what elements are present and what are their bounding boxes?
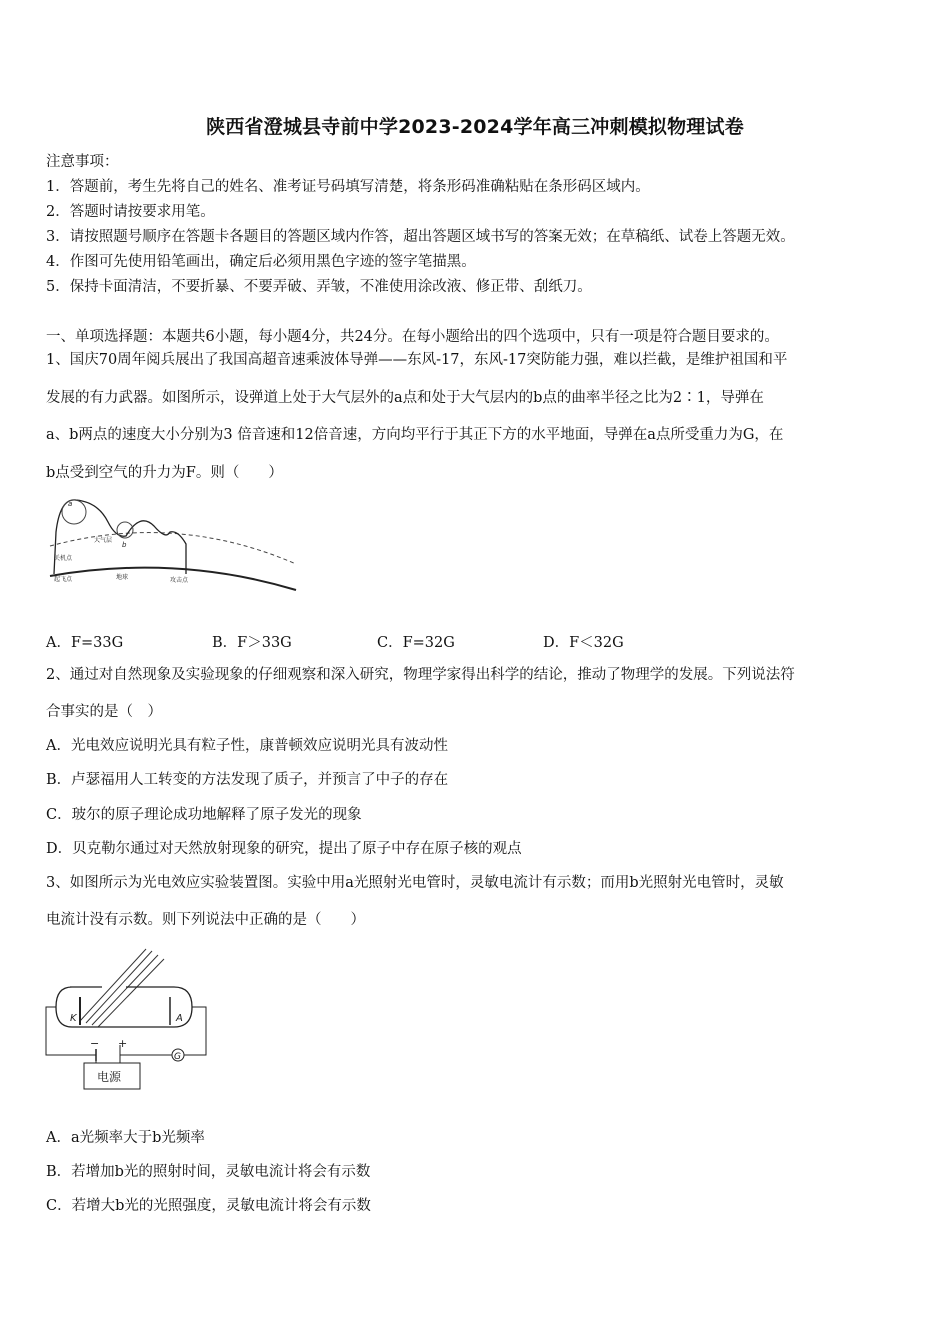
incident-light-beams [80,949,164,1027]
figure-label-shutdown: 关机点 [54,555,73,562]
q1-trajectory-figure [46,492,301,594]
q2-option-c[interactable]: C．玻尔的原子理论成功地解释了原子发光的现象 [46,807,362,823]
q1-option-c[interactable]: C．F=32G [377,635,455,651]
notice-item-1: 1．答题前，考生先将自己的姓名、准考证号码填写清楚，将条形码准确粘贴在条形码区域内。 [46,179,650,195]
q1-line-4: b点受到空气的升力为F。则（ ） [46,465,283,481]
q3-circuit-figure [42,945,212,1095]
figure-label-b: b [122,541,127,549]
label-power: 电源 [97,1070,122,1084]
label-plus: + [118,1037,128,1050]
label-minus: − [90,1037,100,1050]
q3-line-2: 电流计没有示数。则下列说法中正确的是（ ） [46,912,365,928]
notice-item-4: 4．作图可先使用铅笔画出，确定后必须用黑色字迹的签字笔描黑。 [46,254,476,270]
q1-option-d[interactable]: D．F＜32G [543,635,624,651]
figure-label-a: a [68,500,73,508]
notice-item-5: 5．保持卡面清洁，不要折暴、不要弄破、弄皱，不准使用涂改液、修正带、刮纸刀。 [46,279,592,295]
q1-option-b[interactable]: B．F＞33G [212,635,292,651]
q1-line-1: 1、国庆70周年阅兵展出了我国高超音速乘波体导弹——东风-17，东风-17突防能力强，难以拦截，是维护祖国和平 [46,352,788,368]
figure-label-launch: 起飞点 [54,576,73,583]
q1-option-a[interactable]: A．F=33G [46,635,124,651]
label-galvanometer: G [174,1052,181,1062]
notice-item-3: 3．请按照题号顺序在答题卡各题目的答题区域内作答，超出答题区域书写的答案无效；在草稿纸、试卷上答题无效。 [46,229,795,245]
q3-line-1: 3、如图所示为光电效应实验装置图。实验中用a光照射光电管时，灵敏电流计有示数；而用b光照射光电管时，灵敏 [46,875,784,891]
q2-option-d[interactable]: D．贝克勒尔通过对天然放射现象的研究，提出了原子中存在原子核的观点 [46,841,522,857]
q1-line-3: a、b两点的速度大小分别为3 倍音速和12倍音速，方向均平行于其正下方的水平地面，导弹在a点所受重力为G，在 [46,427,784,443]
figure-label-target: 攻击点 [170,577,189,584]
notice-item-2: 2．答题时请按要求用笔。 [46,204,215,220]
q2-option-b[interactable]: B．卢瑟福用人工转变的方法发现了质子，并预言了中子的存在 [46,772,449,788]
missile-trajectory [54,500,186,574]
q2-line-2: 合事实的是（ ） [46,704,162,720]
q1-line-2: 发展的有力武器。如图所示，设弹道上处于大气层外的a点和处于大气层内的b点的曲率半径之比为2∶1，导弹在 [46,390,764,406]
q2-option-a[interactable]: A．光电效应说明光具有粒子性，康普顿效应说明光具有波动性 [46,738,448,754]
label-cathode: K [70,1013,77,1024]
section-heading: 一、单项选择题：本题共6小题，每小题4分，共24分。在每小题给出的四个选项中，只有一项是符合题目要求的。 [46,329,779,345]
q3-option-c[interactable]: C．若增大b光的光照强度，灵敏电流计将会有示数 [46,1198,371,1214]
figure-label-earth: 地球 [116,574,129,581]
q2-line-1: 2、通过对自然现象及实验现象的仔细观察和深入研究，物理学家得出科学的结论，推动了物理学的发展。下列说法符 [46,667,795,683]
page-title: 陕西省澄城县寺前中学2023-2024学年高三冲刺模拟物理试卷 [206,116,744,138]
q3-option-b[interactable]: B．若增加b光的照射时间，灵敏电流计将会有示数 [46,1164,371,1180]
figure-label-atmosphere: 大气层 [94,537,113,544]
curvature-circle-a [62,500,86,524]
atmosphere-boundary [50,533,296,564]
label-anode: A [176,1013,183,1024]
q3-option-a[interactable]: A．a光频率大于b光频率 [46,1130,205,1146]
notice-heading: 注意事项： [46,154,119,170]
